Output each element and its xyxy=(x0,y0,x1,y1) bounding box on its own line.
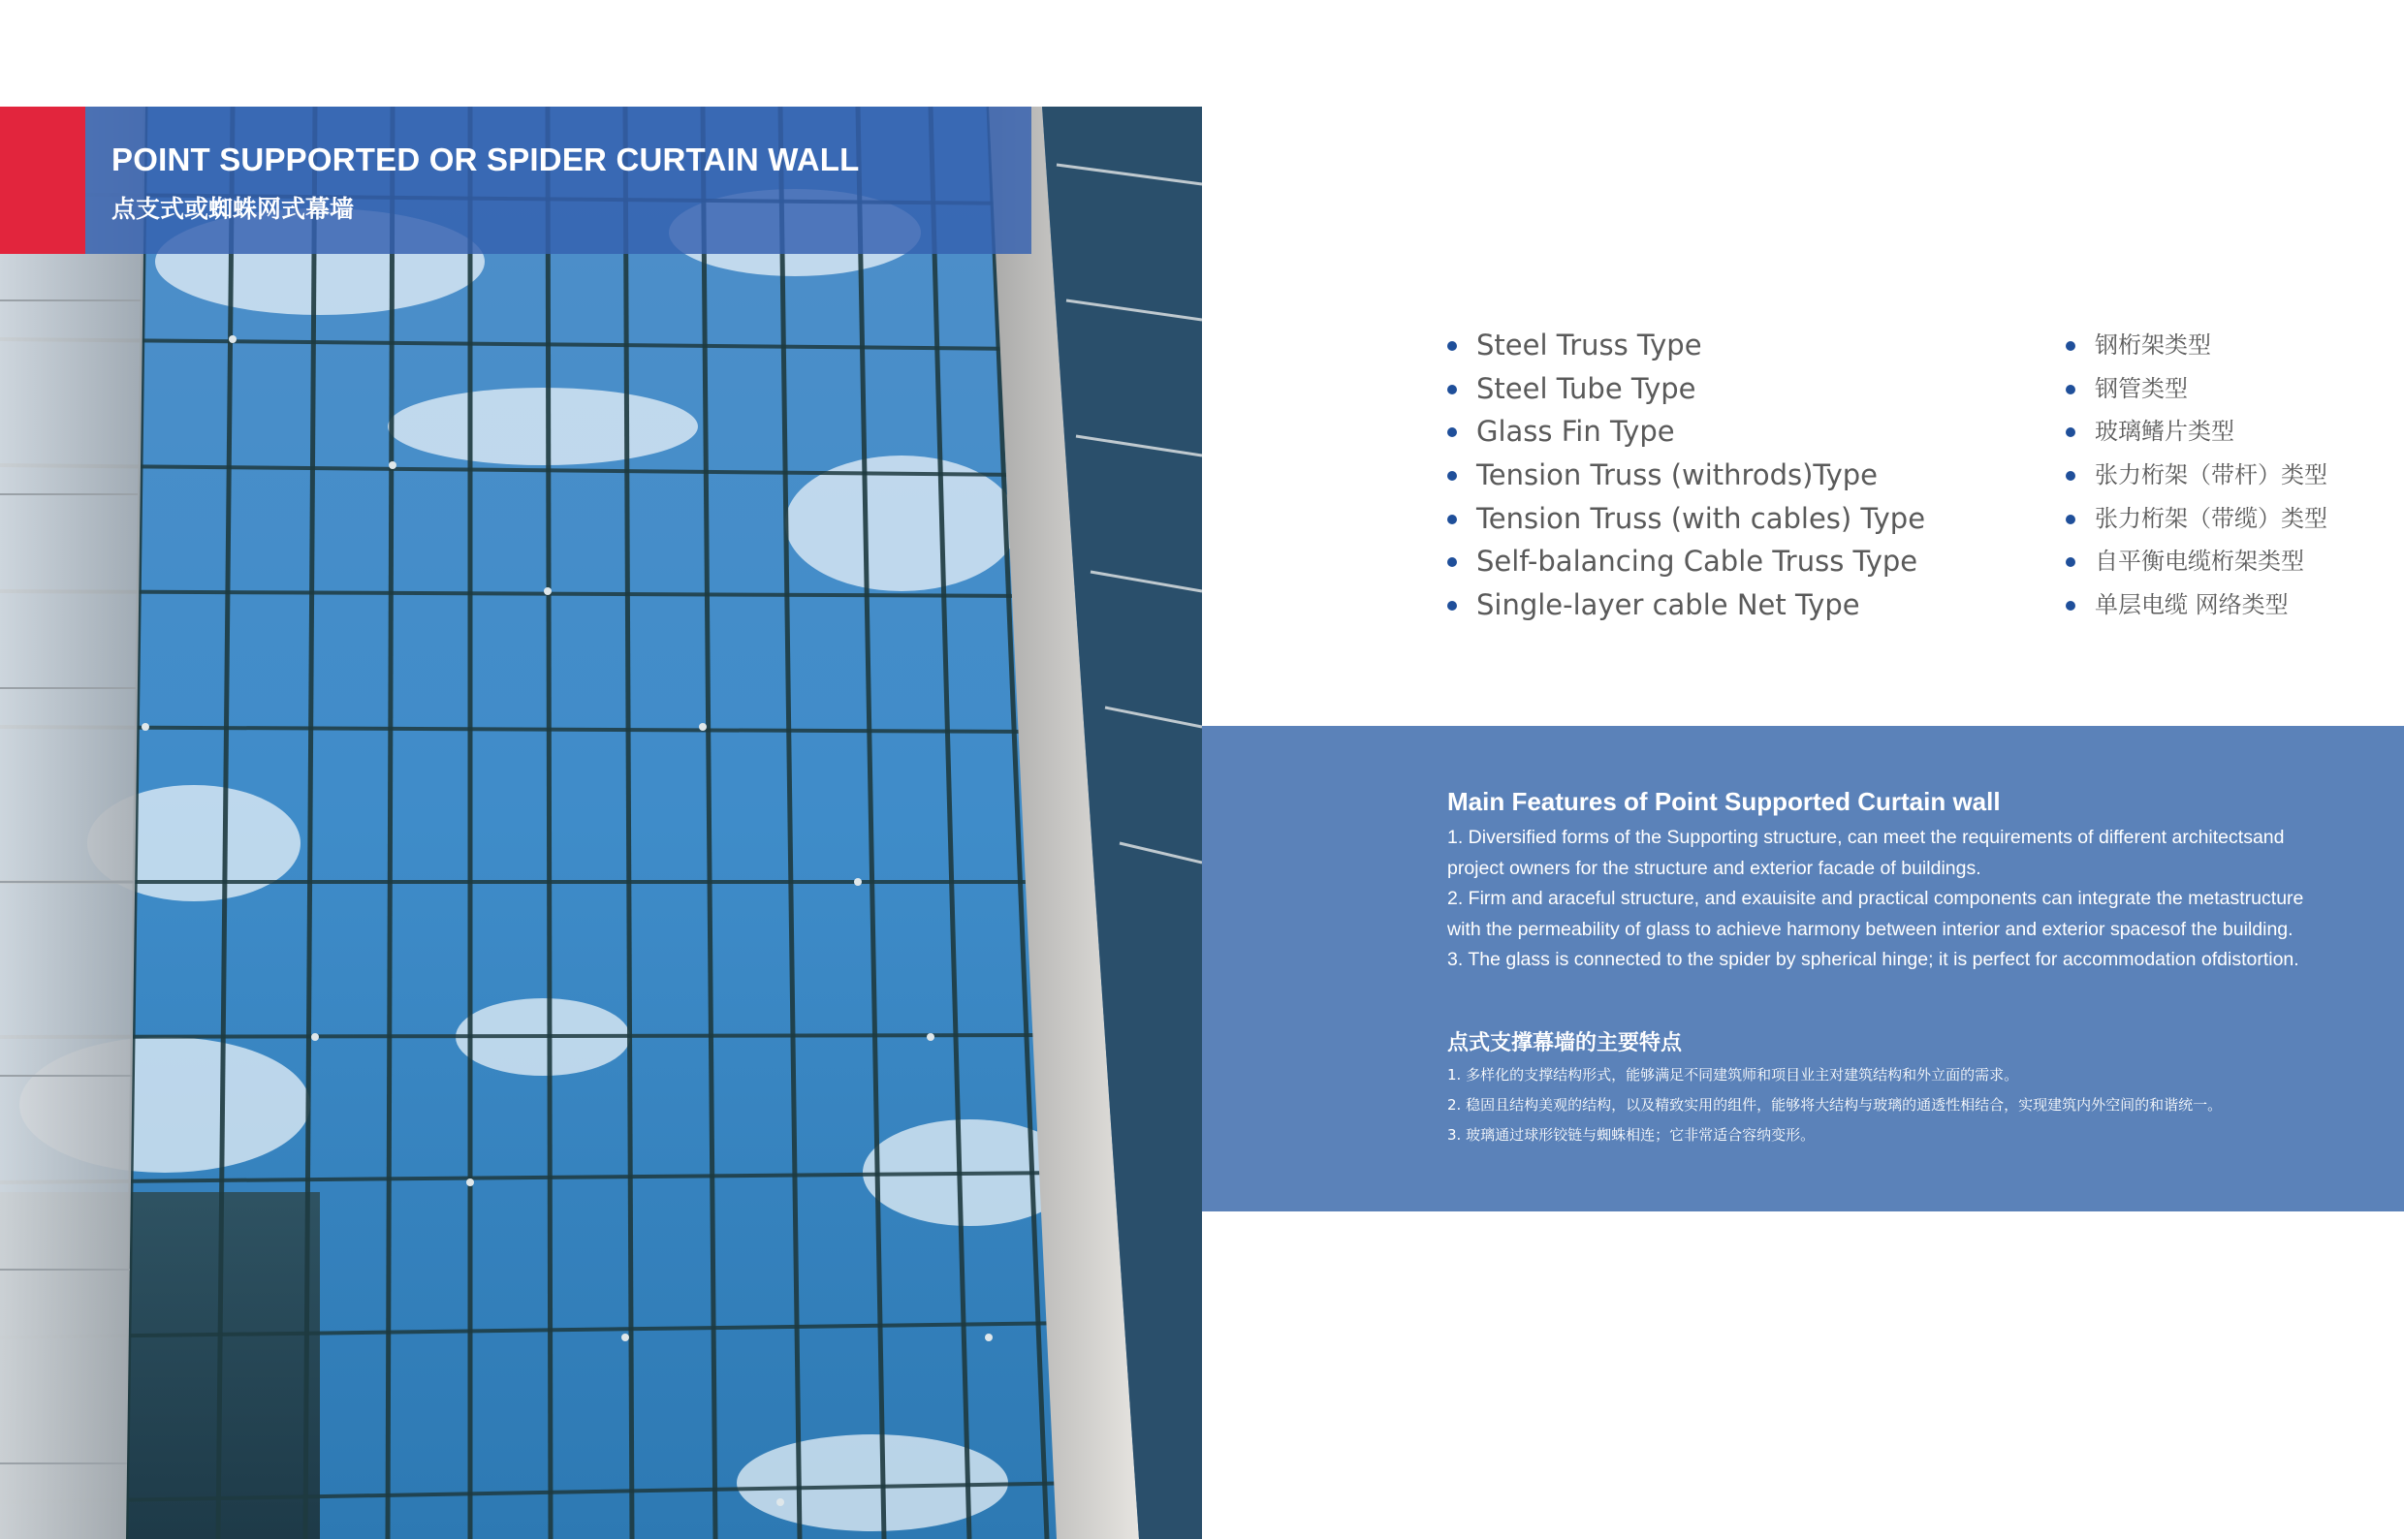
bullet-icon xyxy=(1447,427,1457,437)
features-panel xyxy=(1202,726,2404,1211)
bullet-icon xyxy=(2066,427,2075,437)
bullet-icon xyxy=(1447,385,1457,394)
bullet-icon xyxy=(2066,471,2075,481)
list-item: 钢桁架类型 xyxy=(2066,324,2327,367)
curtain-wall-photo xyxy=(0,107,1202,1539)
bullet-icon xyxy=(1447,557,1457,567)
type-list-zh xyxy=(2066,324,2327,627)
type-list-en xyxy=(1447,324,1925,627)
features-text-en xyxy=(1447,823,2349,976)
page-title-en: POINT SUPPORTED OR SPIDER CURTAIN WALL xyxy=(111,141,860,177)
feature-line: 3. The glass is connected to the spider by spherical hinge; it is perfect for accommodation ofdistortion. xyxy=(1447,949,2299,970)
title-band xyxy=(0,107,1031,254)
accent-block xyxy=(0,107,85,254)
feature-line: 3. 玻璃通过球形铰链与蜘蛛相连；它非常适合容纳变形。 xyxy=(1447,1126,1816,1144)
bullet-icon xyxy=(2066,341,2075,351)
list-item: 钢管类型 xyxy=(2066,367,2327,411)
list-item: 玻璃鳍片类型 xyxy=(2066,410,2327,454)
features-heading-en: Main Features of Point Supported Curtain wall xyxy=(1447,787,2001,816)
features-text-zh xyxy=(1447,1060,2222,1150)
feature-line: 1. 多样化的支撑结构形式，能够满足不同建筑师和项目业主对建筑结构和外立面的需求。 xyxy=(1447,1066,2019,1084)
bullet-icon xyxy=(1447,515,1457,524)
feature-line: project owners for the structure and exterior facade of buildings. xyxy=(1447,857,1981,879)
page-title-zh: 点支式或蜘蛛网式幕墙 xyxy=(111,195,355,223)
feature-line: 2. 稳固且结构美观的结构，以及精致实用的组件，能够将大结构与玻璃的通透性相结合，实现建筑内外空间的和谐统一。 xyxy=(1447,1096,2223,1114)
bullet-icon xyxy=(1447,341,1457,351)
bullet-icon xyxy=(2066,601,2075,611)
list-item: 自平衡电缆桁架类型 xyxy=(2066,540,2327,583)
bullet-icon xyxy=(2066,385,2075,394)
feature-line: with the permeability of glass to achieve harmony between interior and exterior spacesof the building. xyxy=(1447,918,2293,940)
list-item: 张力桁架（带缆）类型 xyxy=(2066,497,2327,541)
feature-line: 1. Diversified forms of the Supporting structure, can meet the requirements of different architectsand xyxy=(1447,827,2285,848)
list-item: Steel Truss Type xyxy=(1447,324,1925,367)
feature-line: 2. Firm and araceful structure, and exauisite and practical components can integrate the metastructure xyxy=(1447,888,2304,909)
list-item: Single-layer cable Net Type xyxy=(1447,583,1925,627)
bullet-icon xyxy=(2066,515,2075,524)
list-item: Tension Truss (withrods)Type xyxy=(1447,454,1925,497)
features-heading-zh: 点式支撑幕墙的主要特点 xyxy=(1447,1031,1683,1055)
list-item: 张力桁架（带杆）类型 xyxy=(2066,454,2327,497)
list-item: Steel Tube Type xyxy=(1447,367,1925,411)
list-item: Self-balancing Cable Truss Type xyxy=(1447,540,1925,583)
bullet-icon xyxy=(1447,471,1457,481)
bullet-icon xyxy=(2066,557,2075,567)
list-item: 单层电缆 网络类型 xyxy=(2066,583,2327,627)
list-item: Tension Truss (with cables) Type xyxy=(1447,497,1925,541)
bullet-icon xyxy=(1447,601,1457,611)
list-item: Glass Fin Type xyxy=(1447,410,1925,454)
